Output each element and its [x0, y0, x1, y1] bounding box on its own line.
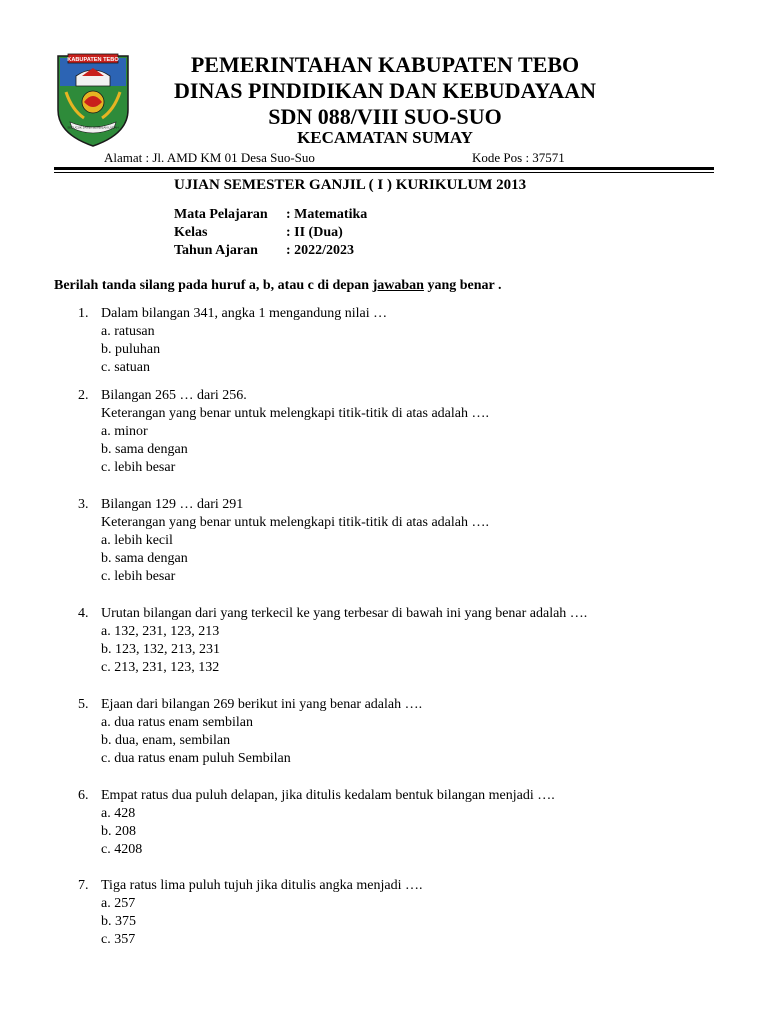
- svg-text:KABUPATEN TEBO: KABUPATEN TEBO: [67, 56, 119, 63]
- answer-option: a. minor: [101, 424, 148, 439]
- answer-option: c. lebih besar: [101, 460, 176, 475]
- question-number: 2.: [78, 388, 89, 403]
- answer-option: a. 428: [101, 806, 136, 821]
- question-number: 5.: [78, 697, 89, 712]
- answer-option: b. sama dengan: [101, 442, 188, 457]
- exam-meta: [174, 206, 367, 260]
- question-text: Bilangan 129 … dari 291: [101, 497, 244, 512]
- answer-option: a. lebih kecil: [101, 533, 173, 548]
- instruction-text: Berilah tanda silang pada huruf a, b, atau c di depan: [54, 278, 373, 293]
- answer-option: b. puluhan: [101, 342, 161, 357]
- question-number: 4.: [78, 606, 89, 621]
- answer-option: c. 4208: [101, 842, 143, 857]
- department-title: DINAS PINDIDIKAN DAN KEBUDAYAAN: [174, 78, 596, 103]
- answer-option: a. 257: [101, 896, 136, 911]
- meta-label: Mata Pelajaran: [174, 207, 268, 222]
- question-1: [78, 305, 387, 377]
- answer-option: c. 213, 231, 123, 132: [101, 660, 220, 675]
- meta-row-subject: [174, 206, 367, 224]
- question-text: Urutan bilangan dari yang terkecil ke yang terbesar di bawah ini yang benar adalah ….: [101, 606, 588, 621]
- answer-option: b. 375: [101, 914, 136, 929]
- question-text: Tiga ratus lima puluh tujuh jika ditulis angka menjadi ….: [101, 878, 423, 893]
- question-3: [78, 496, 489, 586]
- question-text: Keterangan yang benar untuk melengkapi titik-titik di atas adalah ….: [101, 406, 489, 421]
- meta-row-class: [174, 224, 367, 242]
- exam-title: UJIAN SEMESTER GANJIL ( I ) KURIKULUM 2013: [174, 177, 527, 193]
- answer-option: c. lebih besar: [101, 569, 176, 584]
- letterhead-rule-thick: [54, 167, 714, 170]
- question-5: [78, 696, 422, 768]
- svg-text:SEPUCUK JAMBI SEMBILAN LURAH: SEPUCUK JAMBI SEMBILAN LURAH: [67, 125, 119, 130]
- school-address: Alamat : Jl. AMD KM 01 Desa Suo-Suo: [104, 150, 315, 165]
- question-6: [78, 787, 555, 859]
- answer-option: a. ratusan: [101, 324, 155, 339]
- meta-value: : 2022/2023: [286, 243, 355, 258]
- question-7: [78, 877, 422, 949]
- meta-label: Tahun Ajaran: [174, 243, 258, 258]
- school-name: SDN 088/VIII SUO-SUO: [268, 104, 502, 129]
- answer-option: c. 357: [101, 932, 136, 947]
- instruction-underlined: jawaban: [372, 278, 424, 293]
- answer-option: c. dua ratus enam puluh Sembilan: [101, 751, 291, 766]
- meta-value: : Matematika: [286, 207, 368, 222]
- question-2: [78, 387, 489, 477]
- postal-code: Kode Pos : 37571: [472, 150, 565, 165]
- meta-row-academic-year: [174, 242, 367, 260]
- meta-value: : II (Dua): [286, 225, 343, 240]
- district-name: KECAMATAN SUMAY: [297, 128, 473, 147]
- question-text: Ejaan dari bilangan 269 berikut ini yang benar adalah ….: [101, 697, 423, 712]
- question-text: Bilangan 265 … dari 256.: [101, 388, 247, 403]
- question-number: 6.: [78, 788, 89, 803]
- answer-option: b. 123, 132, 213, 231: [101, 642, 220, 657]
- answer-option: a. dua ratus enam sembilan: [101, 715, 254, 730]
- answer-option: b. dua, enam, sembilan: [101, 733, 231, 748]
- question-number: 3.: [78, 497, 89, 512]
- government-title: PEMERINTAHAN KABUPATEN TEBO: [190, 52, 580, 77]
- instruction: [54, 277, 502, 295]
- question-text: Empat ratus dua puluh delapan, jika ditulis kedalam bentuk bilangan menjadi ….: [101, 788, 555, 803]
- answer-option: b. sama dengan: [101, 551, 188, 566]
- answer-option: c. satuan: [101, 360, 150, 375]
- kabupaten-tebo-emblem: [54, 52, 132, 148]
- question-number: 7.: [78, 878, 89, 893]
- answer-option: a. 132, 231, 123, 213: [101, 624, 220, 639]
- meta-label: Kelas: [174, 225, 208, 240]
- answer-option: b. 208: [101, 824, 136, 839]
- question-text: Dalam bilangan 341, angka 1 mengandung nilai …: [101, 306, 388, 321]
- question-4: [78, 605, 587, 677]
- question-number: 1.: [78, 306, 89, 321]
- instruction-text-end: yang benar .: [423, 278, 502, 293]
- question-text: Keterangan yang benar untuk melengkapi titik-titik di atas adalah ….: [101, 515, 489, 530]
- letterhead-rule-thin: [54, 172, 714, 173]
